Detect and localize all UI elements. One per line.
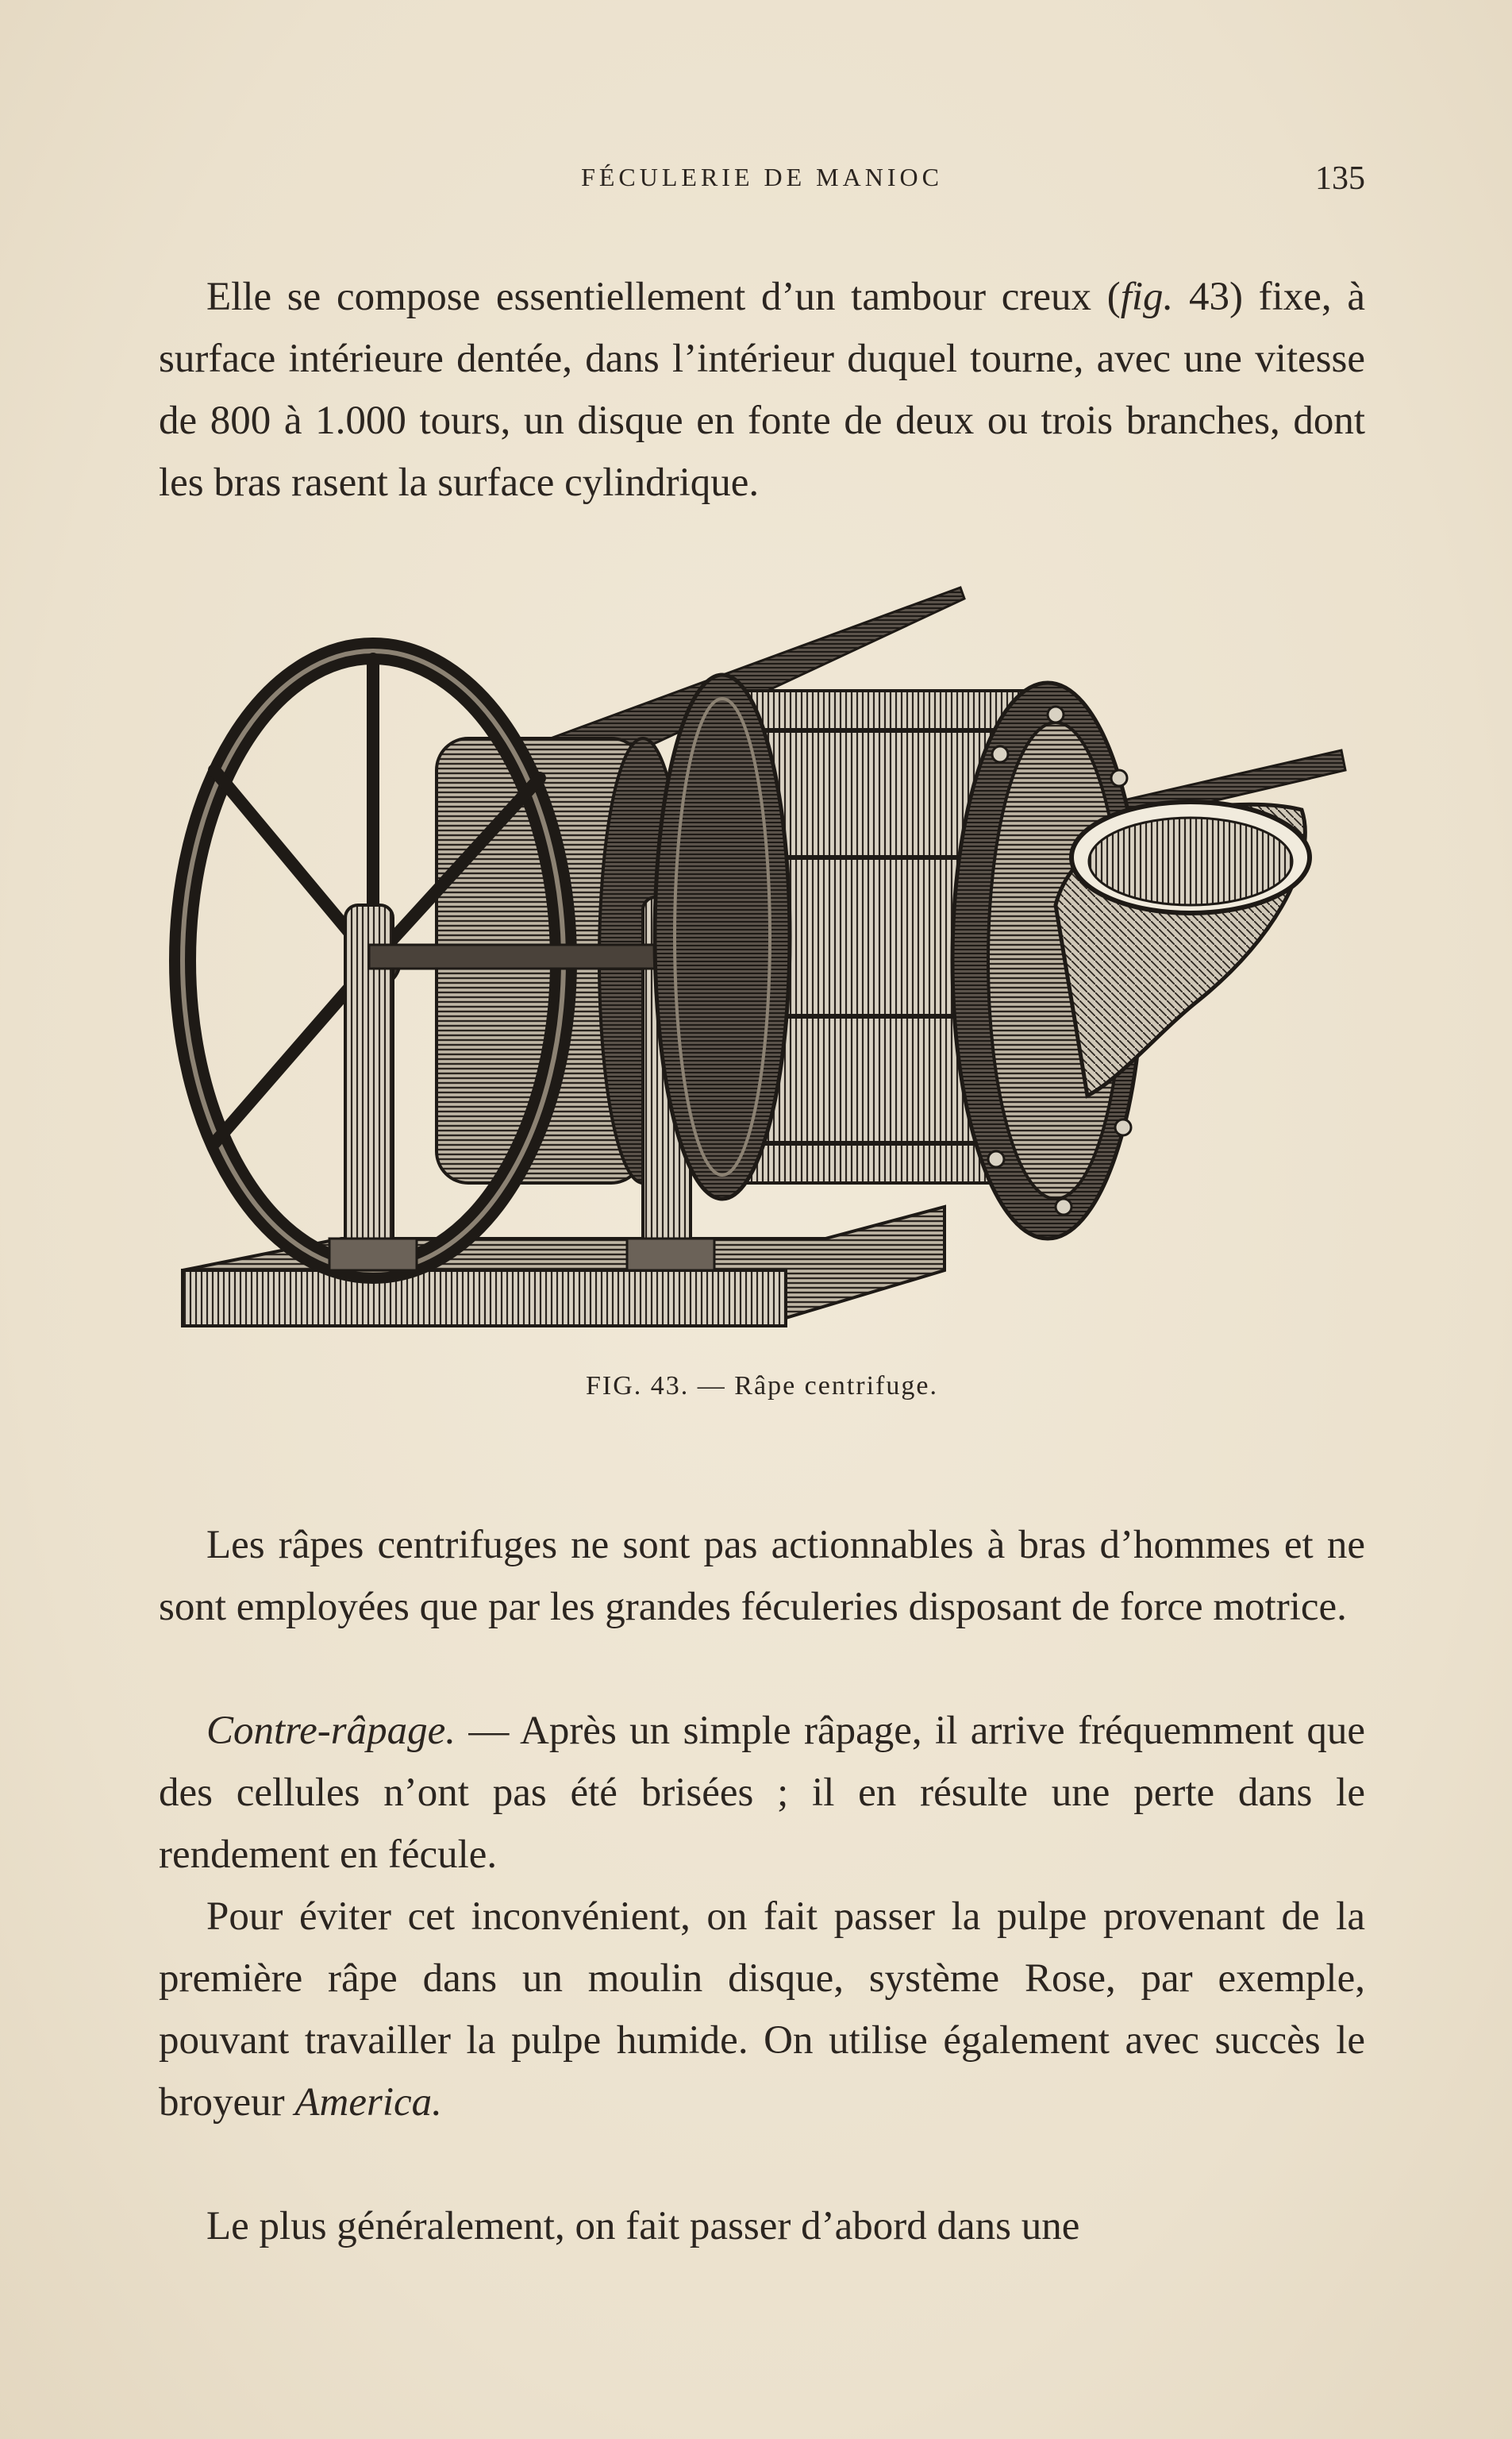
page-number: 135 bbox=[1315, 160, 1365, 197]
p4-text: Pour éviter cet inconvénient, on fait passer la pulpe provenant de la première râpe dans un moulin disque, système Rose, par exemple, pouvant travailler la pulpe humide. On utilise également avec succès le broyeur bbox=[159, 1894, 1365, 2125]
p1-rest: 43) fixe, à surface intérieure dentée, dans l’intérieur duquel tourne, avec une vitesse de 800 à 1.000 tours, un disque en fonte de deux ou trois branches, dont les bras rasent la surface cylindrique. bbox=[159, 275, 1365, 505]
fig-reference: fig. bbox=[1120, 275, 1174, 319]
paragraph-contre-rapage bbox=[159, 1700, 1365, 1886]
paragraph-remedy bbox=[159, 1886, 1365, 2133]
figure-rape-centrifuge bbox=[167, 572, 1357, 1374]
brand-america: America. bbox=[294, 2080, 442, 2125]
running-title: FÉCULERIE DE MANIOC bbox=[581, 163, 943, 191]
page-header bbox=[159, 160, 1365, 202]
section-heading-contre-rapage: Contre-râpage. bbox=[206, 1709, 456, 1753]
p1-intro: Elle se compose essentiellement d’un tambour creux ( bbox=[206, 275, 1121, 319]
paragraph-usage: Les râpes centrifuges ne sont pas actionnables à bras d’hommes et ne sont employées que par les grandes féculeries disposant de force motrice. bbox=[159, 1523, 1365, 1629]
paragraph-drum-description bbox=[159, 266, 1365, 514]
paragraph-continuation: Le plus généralement, on fait passer d’abord dans une bbox=[206, 2204, 1080, 2248]
p3-text: — Après un simple râpage, il arrive fréquemment que des cellules n’ont pas été brisées ; il en résulte une perte dans le rendement en fécule. bbox=[159, 1709, 1365, 1877]
figure-caption: FIG. 43. — Râpe centrifuge. bbox=[586, 1371, 938, 1401]
